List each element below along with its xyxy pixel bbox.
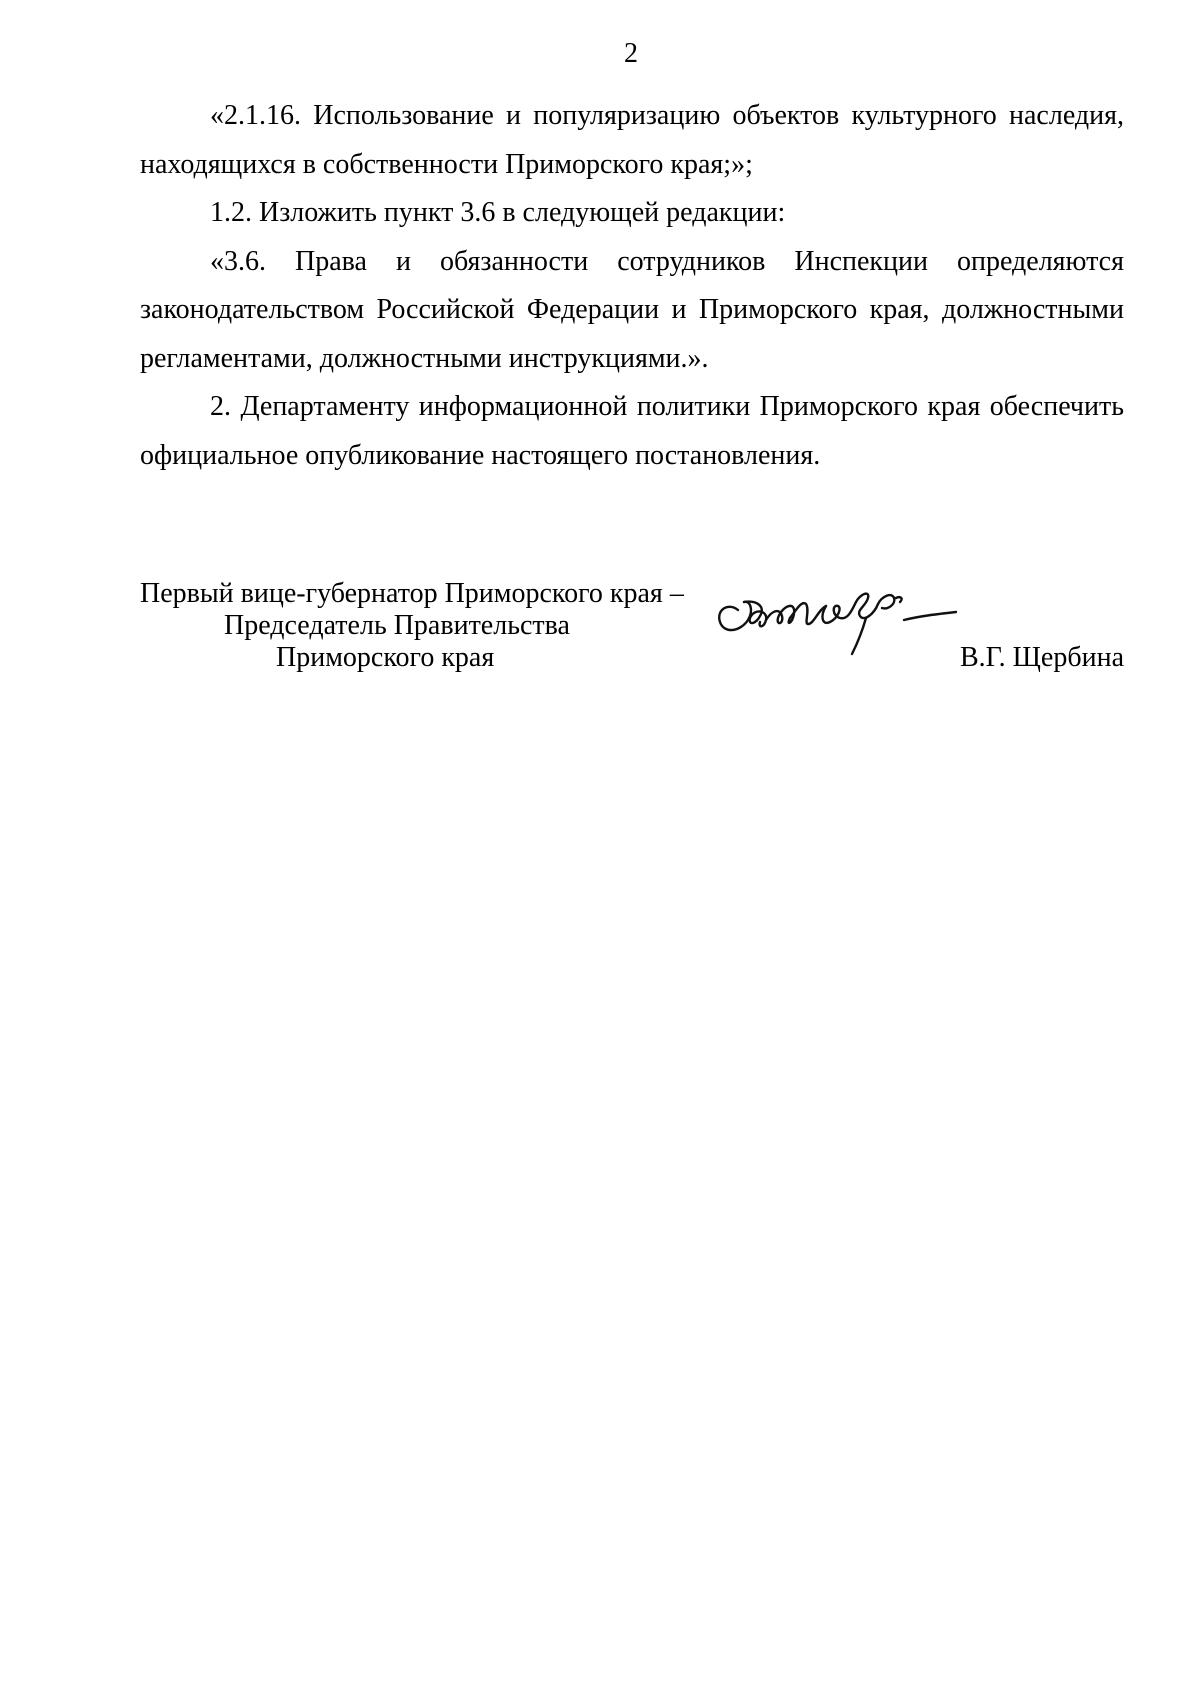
paragraph-1-2: 1.2. Изложить пункт 3.6 в следующей редакции:: [210, 197, 786, 228]
paragraph-2-1-16: «2.1.16. Использование и популяризацию объектов культурного наследия, находящихся в собственности Приморского края;»;: [140, 100, 1124, 180]
page-number: 2: [624, 38, 638, 69]
signer-position: [140, 578, 684, 674]
signature-block: [140, 578, 1124, 698]
position-line-2: Председатель Правительства: [224, 610, 570, 641]
handwritten-signature-icon: [710, 580, 960, 670]
signer-name: В.Г. Щербина: [959, 642, 1124, 673]
document-body: [140, 92, 1124, 480]
position-line-3: Приморского края: [276, 642, 495, 673]
paragraph-2-department: 2. Департаменту информационной политики Приморского края обеспечить официальное опубликование настоящего постановления.: [140, 391, 1124, 471]
paragraph-3-6: «3.6. Права и обязанности сотрудников Инспекции определяются законодательством Российской Федерации и Приморского края, должностными регламентами, должностными инструкциями.».: [140, 245, 1124, 374]
position-line-1: Первый вице-губернатор Приморского края –: [140, 578, 684, 609]
